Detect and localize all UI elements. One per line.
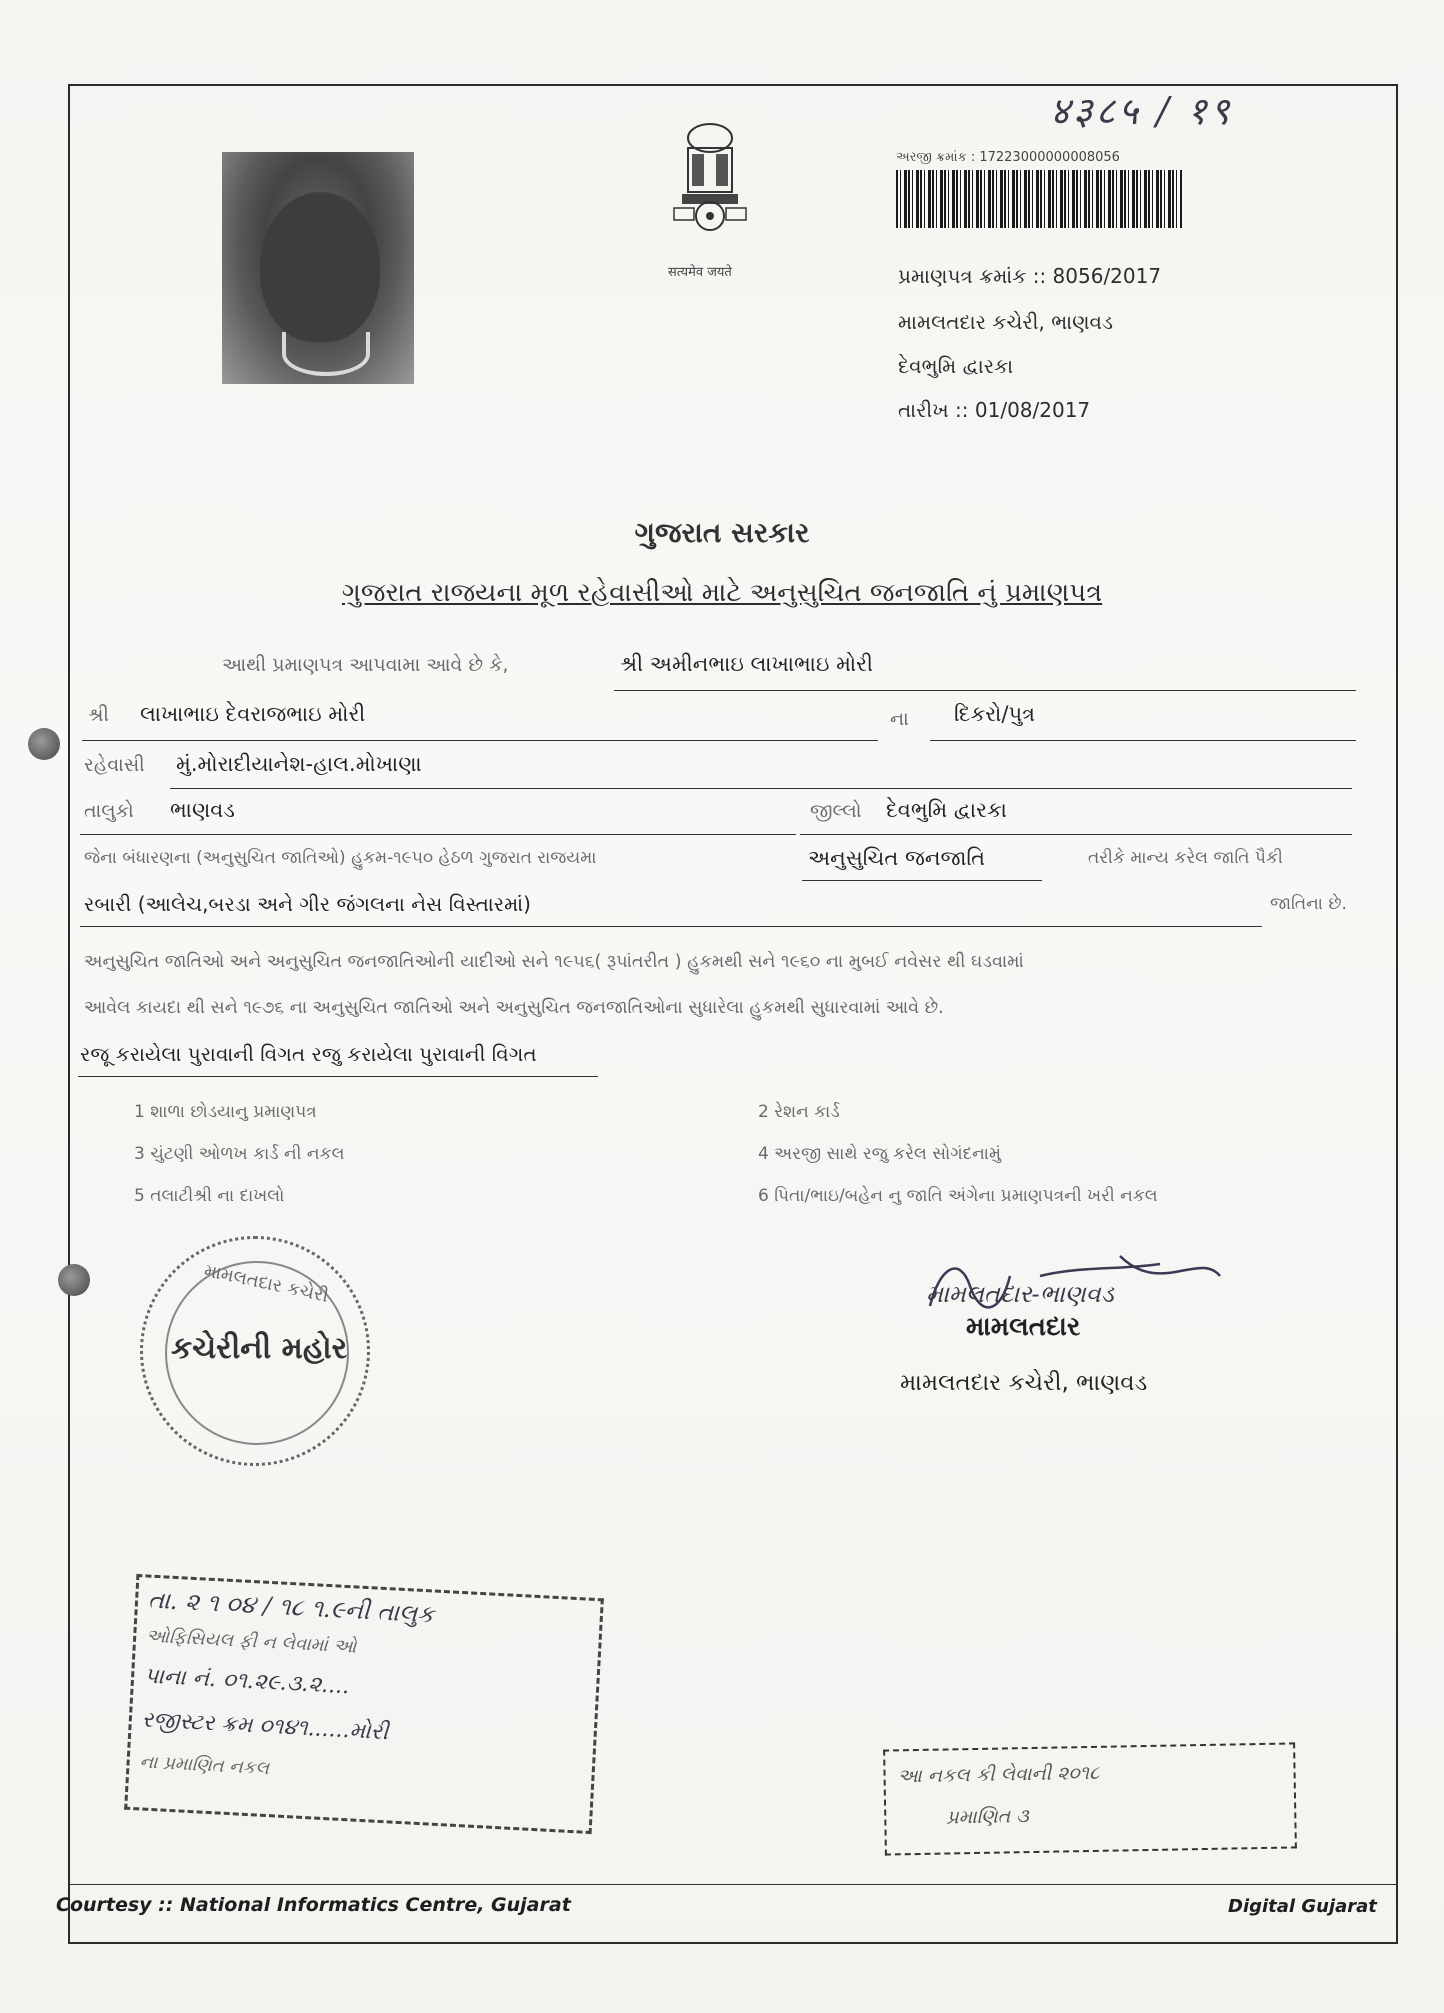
evidence-item-6: 6 પિતા/ભાઇ/બહેન નુ જાતિ અંગેના પ્રમાણપત્રની ખરી નકલ bbox=[758, 1186, 1158, 1206]
handwritten-file-number: ४३८५ / १९ bbox=[1050, 89, 1233, 133]
national-emblem-icon bbox=[660, 120, 760, 260]
caste-suffix: જાતિના છે. bbox=[1270, 894, 1347, 914]
stamp-line-3: પાના નં. ૦૧.૨૯.૩.૨.... bbox=[143, 1663, 350, 1700]
holder-name: શ્રી અમીનભાઇ લાખાભાઇ મોરી bbox=[620, 652, 874, 676]
footer-divider bbox=[68, 1884, 1398, 1885]
taluka-label: તાલુકો bbox=[84, 800, 134, 822]
paragraph-line-2: આવેલ કાયદા થી સને ૧૯૭૬ ના અનુસુચિત જાતિઓ અને અનુસુચિત જનજાતિઓના સુધારેલા હુકમથી સુધારવામાં આવે છે. bbox=[84, 998, 944, 1018]
certificate-number: 8056/2017 bbox=[1052, 264, 1162, 288]
paragraph-line-1: અનુસુચિત જાતિઓ અને અનુસુચિત જનજાતિઓની યાદીઓ સને ૧૯૫૬( રૂપાંતરીત ) હુકમથી સને ૧૯૬૦ ના મુબઈ નવેસર થી ઘડવામાં bbox=[84, 952, 1024, 972]
certified-copy-stamp bbox=[124, 1574, 604, 1834]
footer-courtesy: Courtesy :: National Informatics Centre, Gujarat bbox=[56, 1894, 571, 1916]
na-label: ના bbox=[890, 708, 909, 730]
evidence-underline bbox=[78, 1076, 598, 1077]
evidence-item-3: 3 ચુંટણી ઓળખ કાર્ડ ની નકલ bbox=[134, 1144, 345, 1164]
separator: :: bbox=[1032, 264, 1053, 288]
government-title: ગુજરાત સરકાર bbox=[634, 516, 810, 549]
seal-ring-text: મામલતદાર કચેરી bbox=[202, 1260, 331, 1307]
application-number: અરજી ક્રમાંક : 17223000000008056 bbox=[896, 150, 1120, 165]
father-underline bbox=[82, 740, 878, 741]
stamp-line-4: રજીસ્ટર ક્રમ ૦૧૪૧......મોરી bbox=[141, 1707, 389, 1746]
certificate-title: ગુજરાત રાજયના મૂળ રહેવાસીઓ માટે અનુસુચિત જનજાતિ નું પ્રમાણપત્ર bbox=[341, 578, 1103, 608]
shri-label: શ્રી bbox=[88, 704, 109, 726]
district: દેવભુમિ દ્વારકા bbox=[886, 798, 1007, 822]
stamp-line-5: ના પ્રમાણિત નકલ bbox=[139, 1751, 270, 1780]
stamp-line-1: તા. ૨ ૧ ૦૪ / ૧૮ ૧.૯ની તાલુક bbox=[147, 1585, 435, 1629]
barcode bbox=[896, 170, 1182, 228]
evidence-item-1: 1 શાળા છોડયાનુ પ્રમાણપત્ર bbox=[134, 1102, 317, 1122]
evidence-item-2: 2 રેશન કાર્ડ bbox=[758, 1102, 840, 1122]
signatory-title: મામલતદાર bbox=[966, 1312, 1081, 1342]
father-name: લાખાભાઇ દેવરાજભાઇ મોરી bbox=[140, 702, 366, 726]
order-text: જેના બંધારણના (અનુસુચિત જાતિઓ) હુકમ-૧૯૫૦ હેઠળ ગુજરાત રાજયમા bbox=[84, 848, 597, 868]
resident-place: મું.મોરાદીયાનેશ-હાલ.મોખાણા bbox=[176, 752, 422, 776]
category: અનુસુચિત જનજાતિ bbox=[808, 846, 986, 870]
signatory-office: મામલતદાર કચેરી, ભાણવડ bbox=[900, 1370, 1148, 1396]
issue-date-row bbox=[898, 398, 1090, 422]
taluka-underline bbox=[80, 834, 796, 835]
date-label: તારીખ bbox=[898, 398, 949, 422]
caste-underline bbox=[80, 926, 1262, 927]
relation-underline bbox=[930, 740, 1356, 741]
punch-hole-top bbox=[28, 728, 60, 760]
district-label: જીલ્લો bbox=[810, 800, 862, 822]
evidence-item-5: 5 તલાટીશ્રી ના દાખલો bbox=[134, 1186, 285, 1206]
issuing-office: મામલતદાર કચેરી, ભાણવડ bbox=[898, 310, 1113, 334]
fee-stamp-line-1: આ નકલ કી લેવાની ૨૦૧૮ bbox=[897, 1761, 1100, 1788]
issuing-district: દેવભુમિ દ્વારકા bbox=[898, 354, 1014, 378]
signature-handwritten: મામલતદાર-ભાણવડ bbox=[926, 1280, 1114, 1308]
taluka: ભાણવડ bbox=[170, 798, 235, 822]
applicant-photo bbox=[222, 152, 414, 384]
district-underline bbox=[800, 834, 1352, 835]
separator: :: bbox=[955, 398, 975, 422]
certificate-number-label: પ્રમાણપત્ર ક્રમાંક bbox=[898, 264, 1027, 288]
office-seal bbox=[140, 1236, 370, 1466]
evidence-heading: રજૂ કરાયેલા પુરાવાની વિગત રજુ કરાયેલા પુરાવાની વિગત bbox=[80, 1042, 537, 1066]
category-underline bbox=[802, 880, 1042, 881]
evidence-item-4: 4 અરજી સાથે રજુ કરેલ સોગંદનામું bbox=[758, 1144, 1001, 1164]
issue-date: 01/08/2017 bbox=[974, 398, 1091, 422]
seal-center-text: કચેરીની મહોર bbox=[171, 1331, 348, 1366]
relation: દિકરો/પુત્ર bbox=[954, 702, 1036, 726]
emblem-motto: सत्यमेव जयते bbox=[668, 265, 732, 280]
stamp-line-2: ઓફિસિયલ ફી ન લેવામાં ઓ bbox=[145, 1625, 357, 1658]
recognized-text: તરીકે માન્ય કરેલ જાતિ પૈકી bbox=[1088, 848, 1283, 868]
fee-stamp-line-2: પ્રમાણિત ૩ bbox=[946, 1805, 1030, 1829]
intro-text: આથી પ્રમાણપત્ર આપવામા આવે છે કે, bbox=[222, 654, 509, 676]
caste: રબારી (આલેચ,બરડા અને ગીર જંગલના નેસ વિસ્તારમાં) bbox=[84, 892, 531, 916]
footer-brand: Digital Gujarat bbox=[1228, 1896, 1377, 1917]
name-underline bbox=[614, 690, 1356, 691]
certificate-number-row bbox=[898, 264, 1161, 288]
fee-stamp bbox=[883, 1742, 1297, 1855]
resident-label: રહેવાસી bbox=[84, 754, 145, 776]
resident-underline bbox=[170, 788, 1352, 789]
punch-hole-bottom bbox=[58, 1264, 90, 1296]
